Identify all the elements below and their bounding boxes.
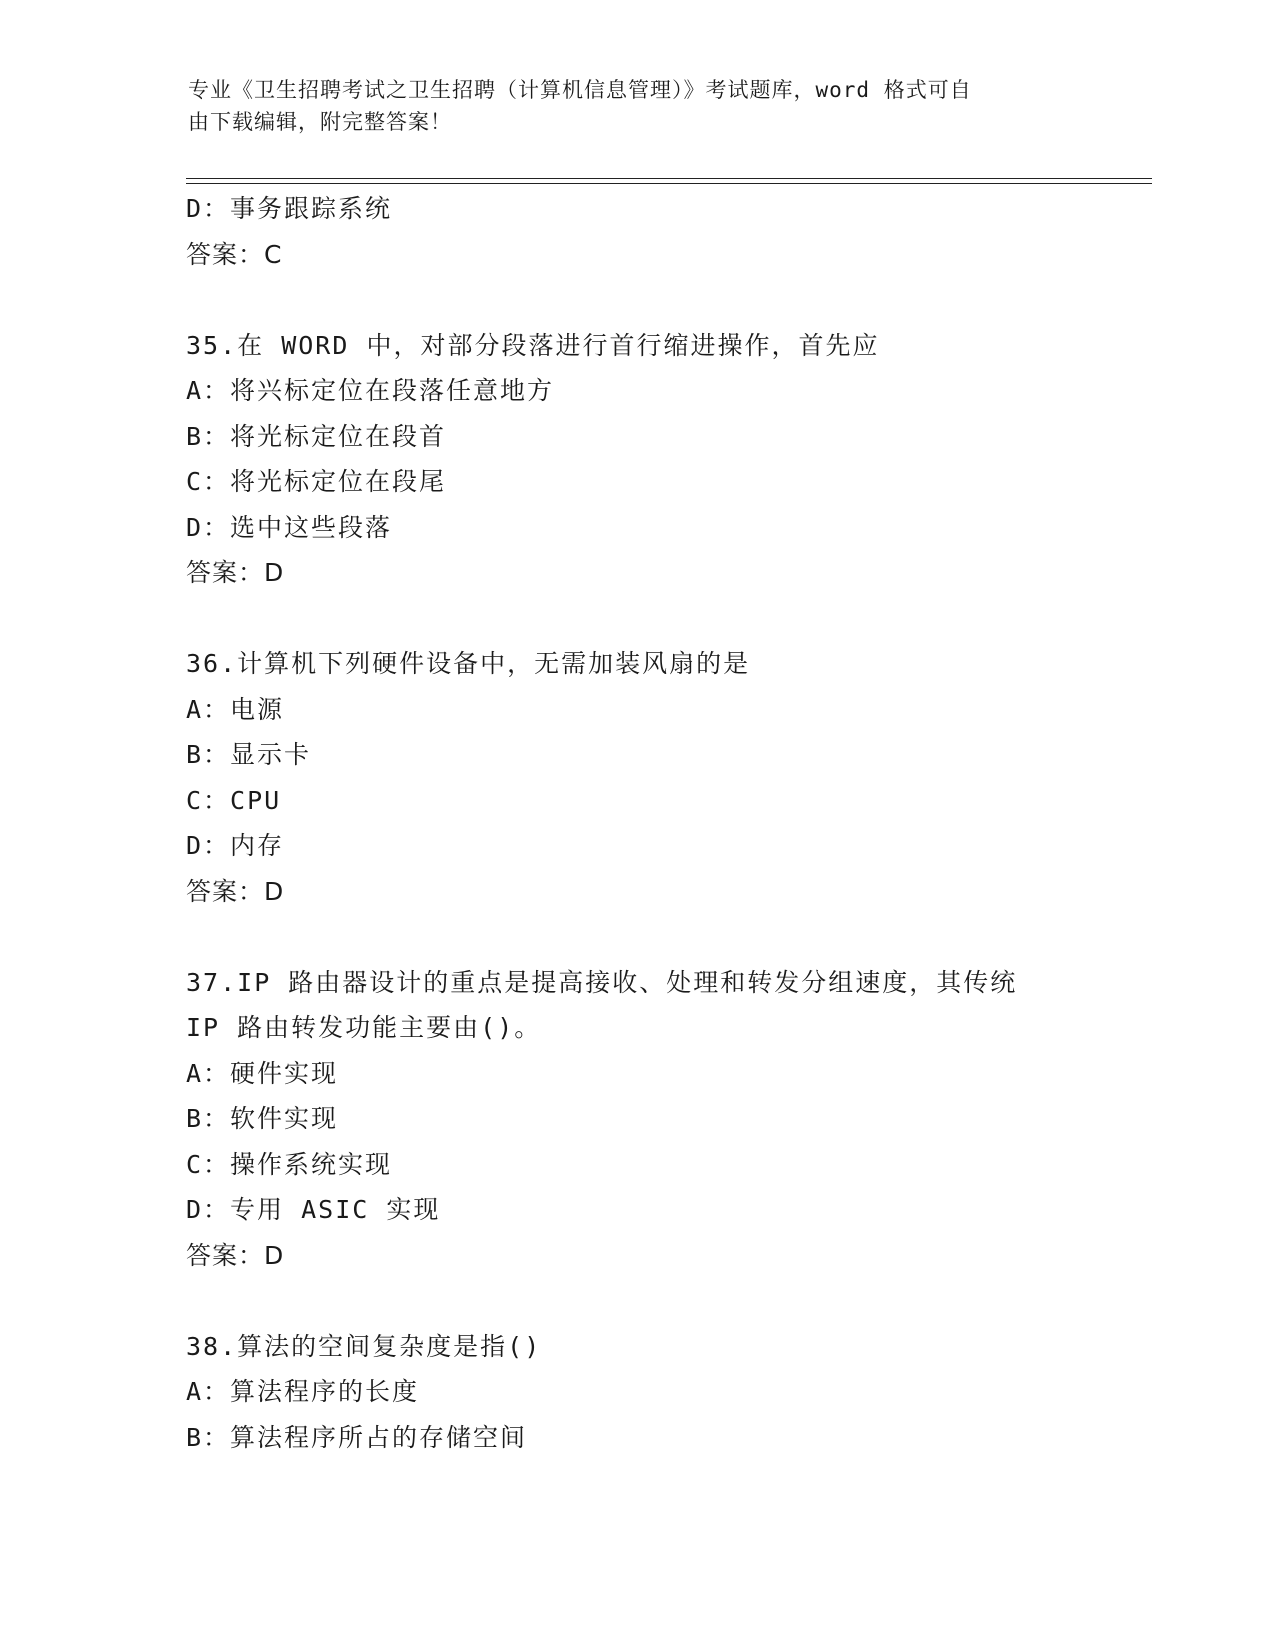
option-d: D：专用 ASIC 实现 (186, 1195, 441, 1224)
spacer (186, 914, 1086, 960)
option-b: B：将光标定位在段首 (186, 421, 447, 451)
option-a: A：电源 (186, 694, 285, 724)
header-divider-bottom (186, 183, 1152, 184)
question-text: 35.在 WORD 中，对部分段落进行首行缩进操作，首先应 (186, 330, 880, 360)
previous-question-tail (186, 186, 1086, 277)
question-38 (186, 1324, 1086, 1461)
spacer (186, 277, 1086, 323)
option-a: A：将兴标定位在段落任意地方 (186, 376, 555, 405)
option-a: A：算法程序的长度 (186, 1377, 420, 1406)
spacer (186, 596, 1086, 642)
document-header (188, 74, 1068, 138)
answer-line: 答案：D (186, 558, 285, 587)
question-text: 36.计算机下列硬件设备中，无需加装风扇的是 (186, 649, 751, 678)
question-text: 38.算法的空间复杂度是指() (186, 1331, 542, 1361)
option-b: B：软件实现 (186, 1104, 339, 1133)
option-d: D：选中这些段落 (186, 512, 393, 542)
option-d: D：内存 (186, 831, 285, 860)
header-line-1: 专业《卫生招聘考试之卫生招聘（计算机信息管理）》考试题库，word 格式可自 (188, 78, 972, 102)
option-c: C：CPU (186, 785, 282, 815)
answer-line: 答案：C (186, 239, 283, 269)
option-a: A：硬件实现 (186, 1058, 339, 1088)
option-b: B：算法程序所占的存储空间 (186, 1422, 528, 1452)
option-c: C：操作系统实现 (186, 1149, 393, 1179)
question-36 (186, 641, 1086, 914)
question-text: 37.IP 路由器设计的重点是提高接收、处理和转发分组速度，其传统 (186, 967, 1018, 997)
option-b: B：显示卡 (186, 740, 312, 769)
header-line-2: 由下载编辑，附完整答案！ (188, 110, 452, 134)
question-35 (186, 323, 1086, 596)
answer-line: 答案：D (186, 1240, 285, 1270)
option-c: C：将光标定位在段尾 (186, 467, 447, 496)
answer-line: 答案：D (186, 876, 285, 906)
header-divider-top (186, 178, 1152, 179)
question-list (186, 186, 1086, 1460)
spacer (186, 1278, 1086, 1324)
question-text-continued: IP 路由转发功能主要由()。 (186, 1013, 542, 1042)
option-d: D：事务跟踪系统 (186, 194, 393, 223)
question-37 (186, 960, 1086, 1279)
